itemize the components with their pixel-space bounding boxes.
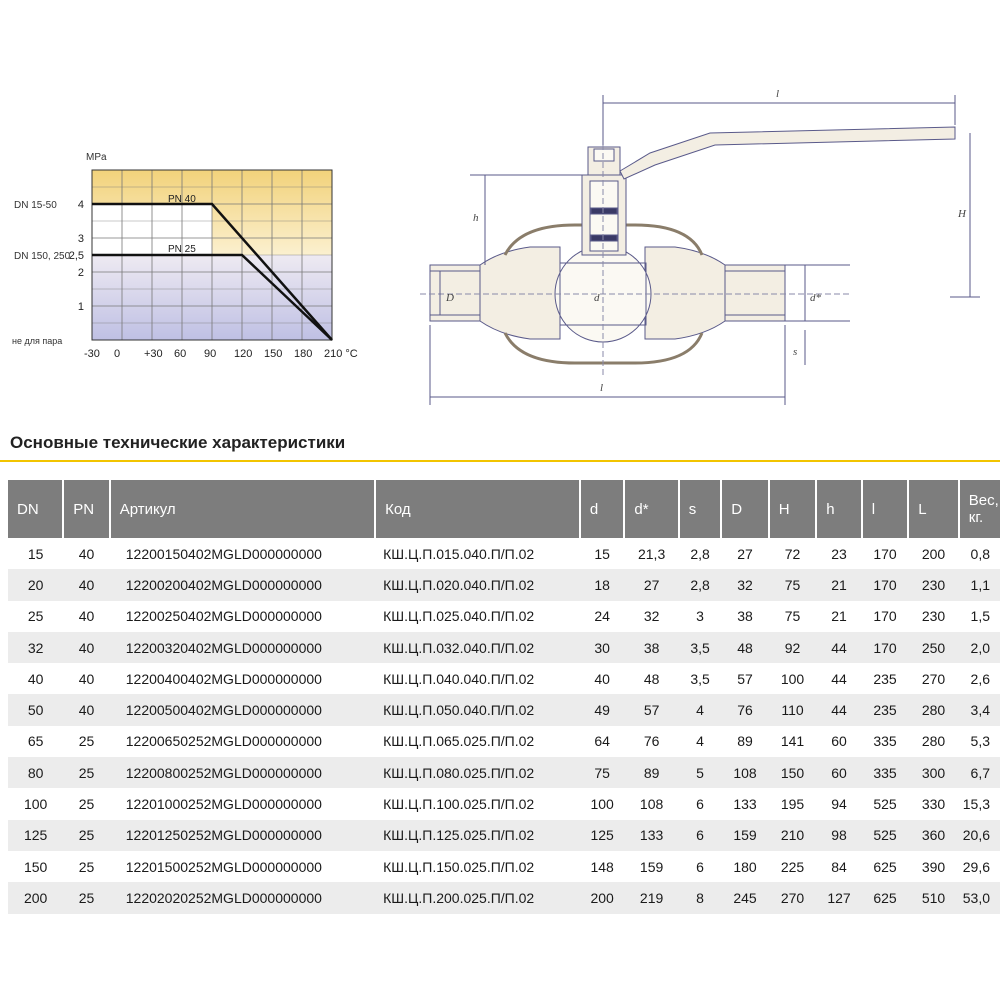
cell-L: 300 <box>908 757 958 788</box>
table-row <box>8 538 1000 569</box>
cell-s: 4 <box>696 733 704 750</box>
cell-code: КШ.Ц.П.150.025.П/П.02 <box>383 858 535 875</box>
dim-label-l-top: l <box>776 88 780 100</box>
label-dn-small: DN 15-50 <box>14 200 57 211</box>
x-tick-label: 210 °C <box>324 348 358 360</box>
section-title: Основные технические характеристики <box>10 433 346 452</box>
col-s: s <box>679 480 722 538</box>
cell-h: 60 <box>831 733 847 750</box>
cell-l: 525 <box>862 820 909 851</box>
cell-d-star: 159 <box>639 858 664 875</box>
x-tick-label: 120 <box>234 348 253 360</box>
col-d: d <box>580 480 625 538</box>
dim-label-d: d <box>594 292 600 304</box>
table-row <box>8 820 1000 851</box>
dim-label-H: H <box>958 208 966 220</box>
cell-d-star: 27 <box>624 569 678 600</box>
cell-article: 12200250402MGLD000000000 <box>125 608 322 625</box>
cell-weight: 29,6 <box>962 858 990 875</box>
cell-H: 75 <box>784 608 801 625</box>
y-tick-label: 3 <box>77 233 84 245</box>
cell-d: 30 <box>580 632 625 663</box>
cell-D: 180 <box>733 858 757 875</box>
cell-s: 5 <box>679 757 722 788</box>
cell-h: 44 <box>831 670 847 687</box>
cell-D: 57 <box>737 670 753 687</box>
table-row <box>8 663 1000 694</box>
cell-D: 27 <box>737 545 753 562</box>
cell-d-star: 21,3 <box>637 545 666 562</box>
cell-D: 89 <box>737 733 753 750</box>
cell-article: 12200800252MGLD000000000 <box>110 757 375 788</box>
cell-l: 170 <box>873 545 897 562</box>
cell-d-star: 32 <box>643 608 660 625</box>
cell-d-star: 133 <box>624 820 678 851</box>
cell-article: 12200150402MGLD000000000 <box>125 545 322 562</box>
cell-h: 44 <box>816 694 862 725</box>
cell-h: 127 <box>816 882 862 913</box>
y-tick-label: 2,5 <box>68 250 84 262</box>
cell-s: 2,8 <box>679 569 722 600</box>
col-article: Артикул <box>110 480 375 538</box>
cell-weight: 20,6 <box>959 820 1000 851</box>
cell-L: 230 <box>908 569 958 600</box>
cell-L: 280 <box>908 694 958 725</box>
cell-dn: 25 <box>27 608 44 625</box>
cell-H: 75 <box>769 569 816 600</box>
col-weight: Вес, кг. <box>959 480 1000 538</box>
table-row <box>8 569 1000 600</box>
cell-s: 6 <box>679 820 722 851</box>
col-L: L <box>908 480 958 538</box>
cell-L: 230 <box>921 608 946 625</box>
cell-code: КШ.Ц.П.125.025.П/П.02 <box>375 820 580 851</box>
cell-L: 280 <box>921 733 946 750</box>
cell-article: 12201500252MGLD000000000 <box>125 858 322 875</box>
dim-label-l-bottom: l <box>600 382 604 394</box>
cell-weight: 1,5 <box>970 608 990 625</box>
cell-H: 100 <box>780 670 805 687</box>
cell-d-star: 38 <box>624 632 678 663</box>
cell-article: 12201250252MGLD000000000 <box>110 820 375 851</box>
cell-pn: 40 <box>78 608 95 625</box>
cell-L: 250 <box>908 632 958 663</box>
cell-d-star: 57 <box>624 694 678 725</box>
cell-D: 108 <box>721 757 768 788</box>
cell-dn: 65 <box>27 733 44 750</box>
cell-code: КШ.Ц.П.020.040.П/П.02 <box>375 569 580 600</box>
y-tick-label: 2 <box>77 267 84 279</box>
cell-article: 12200400402MGLD000000000 <box>125 670 322 687</box>
table-header-row <box>8 480 1000 538</box>
cell-code: КШ.Ц.П.050.040.П/П.02 <box>375 694 580 725</box>
cell-pn: 25 <box>63 757 110 788</box>
cell-H: 225 <box>780 858 805 875</box>
spec-table <box>8 480 1000 914</box>
cell-pn: 25 <box>78 858 95 875</box>
cell-s: 6 <box>696 858 704 875</box>
cell-H: 270 <box>769 882 816 913</box>
cell-h: 23 <box>831 545 847 562</box>
cell-code: КШ.Ц.П.025.040.П/П.02 <box>383 608 535 625</box>
cell-D: 38 <box>737 608 753 625</box>
cell-h: 21 <box>831 608 847 625</box>
cell-article: 12201000252MGLD000000000 <box>125 796 322 813</box>
cell-pn: 25 <box>78 733 95 750</box>
col-l: l <box>862 480 909 538</box>
dim-label-h: h <box>473 212 479 224</box>
dim-label-d-star: d* <box>810 292 821 304</box>
cell-weight: 3,4 <box>959 694 1000 725</box>
cell-H: 92 <box>769 632 816 663</box>
col-h: h <box>816 480 862 538</box>
dim-label-s: s <box>793 346 798 358</box>
cell-s: 6 <box>696 796 704 813</box>
label-steam: не для пара <box>12 336 63 346</box>
cell-dn: 150 <box>23 858 48 875</box>
cell-article: 12200500402MGLD000000000 <box>110 694 375 725</box>
cell-weight: 2,0 <box>959 632 1000 663</box>
cell-D: 32 <box>721 569 768 600</box>
cell-article: 12200650252MGLD000000000 <box>125 733 322 750</box>
cell-s: 3,5 <box>679 632 722 663</box>
cell-l: 170 <box>862 569 909 600</box>
cell-h: 84 <box>831 858 847 875</box>
x-tick-label: +30 <box>144 348 163 360</box>
cell-l: 525 <box>873 796 897 813</box>
table-row <box>8 788 1000 819</box>
cell-pn: 40 <box>63 569 110 600</box>
cell-d: 100 <box>590 796 614 813</box>
cell-d-star: 108 <box>639 796 664 813</box>
cell-weight: 53,0 <box>959 882 1000 913</box>
x-tick-label: 180 <box>294 348 313 360</box>
cell-d: 18 <box>580 569 625 600</box>
col-code: Код <box>375 480 580 538</box>
table-row <box>8 726 1000 757</box>
col-pn: PN <box>63 480 110 538</box>
table-row <box>8 632 1000 663</box>
cell-L: 390 <box>921 858 946 875</box>
cell-pn: 25 <box>63 882 110 913</box>
pressure-temperature-chart <box>0 140 380 380</box>
cell-l: 170 <box>862 632 909 663</box>
x-tick-label: -30 <box>84 348 100 360</box>
cell-l: 335 <box>862 757 909 788</box>
cell-dn: 200 <box>8 882 63 913</box>
cell-D: 159 <box>721 820 768 851</box>
cell-pn: 40 <box>63 632 110 663</box>
cell-l: 625 <box>873 858 897 875</box>
cell-l: 625 <box>862 882 909 913</box>
cell-d: 125 <box>580 820 625 851</box>
cell-d-star: 48 <box>643 670 660 687</box>
table-row <box>8 757 1000 788</box>
cell-pn: 25 <box>63 820 110 851</box>
cell-s: 8 <box>679 882 722 913</box>
cell-dn: 20 <box>8 569 63 600</box>
cell-d: 200 <box>580 882 625 913</box>
cell-article: 12202020252MGLD000000000 <box>110 882 375 913</box>
col-H: H <box>769 480 816 538</box>
cell-dn: 40 <box>27 670 44 687</box>
cell-h: 98 <box>816 820 862 851</box>
cell-H: 110 <box>769 694 816 725</box>
cell-D: 48 <box>721 632 768 663</box>
cell-D: 245 <box>721 882 768 913</box>
label-dn-large: DN 150, 250 <box>14 251 71 262</box>
cell-H: 72 <box>784 545 801 562</box>
y-axis-unit: MPa <box>86 152 107 163</box>
cell-article: 12200320402MGLD000000000 <box>110 632 375 663</box>
cell-d: 49 <box>580 694 625 725</box>
cell-pn: 40 <box>78 545 95 562</box>
cell-D: 133 <box>733 796 757 813</box>
cell-d-star: 76 <box>643 733 660 750</box>
cell-l: 235 <box>862 694 909 725</box>
cell-code: КШ.Ц.П.200.025.П/П.02 <box>375 882 580 913</box>
cell-L: 270 <box>921 670 946 687</box>
x-tick-label: 60 <box>174 348 187 360</box>
x-tick-label: 90 <box>204 348 217 360</box>
pn40-label: PN 40 <box>168 194 196 205</box>
cell-l: 170 <box>873 608 897 625</box>
col-D: D <box>721 480 768 538</box>
x-tick-label: 150 <box>264 348 283 360</box>
cell-s: 2,8 <box>690 545 710 562</box>
cell-code: КШ.Ц.П.080.025.П/П.02 <box>375 757 580 788</box>
cell-d-star: 219 <box>624 882 678 913</box>
cell-d: 15 <box>594 545 610 562</box>
cell-code: КШ.Ц.П.040.040.П/П.02 <box>383 670 535 687</box>
cell-h: 21 <box>816 569 862 600</box>
cell-d: 24 <box>594 608 610 625</box>
col-d-star: d* <box>624 480 678 538</box>
col-dn: DN <box>8 480 63 538</box>
cell-L: 200 <box>921 545 946 562</box>
cell-code: КШ.Ц.П.100.025.П/П.02 <box>383 796 535 813</box>
cell-article: 12200200402MGLD000000000 <box>110 569 375 600</box>
cell-dn: 15 <box>27 545 44 562</box>
cell-s: 4 <box>679 694 722 725</box>
cell-dn: 80 <box>8 757 63 788</box>
cell-H: 150 <box>769 757 816 788</box>
cell-weight: 15,3 <box>962 796 990 813</box>
cell-d-star: 89 <box>624 757 678 788</box>
cell-h: 94 <box>831 796 847 813</box>
cell-code: КШ.Ц.П.065.025.П/П.02 <box>383 733 535 750</box>
section-divider <box>0 460 1000 462</box>
cell-weight: 0,8 <box>970 545 990 562</box>
cell-dn: 100 <box>23 796 48 813</box>
dim-label-D: D <box>446 292 454 304</box>
cell-dn: 32 <box>8 632 63 663</box>
pn25-label: PN 25 <box>168 244 196 255</box>
cell-l: 235 <box>873 670 897 687</box>
cell-d: 148 <box>590 858 614 875</box>
y-tick-label: 4 <box>77 199 84 211</box>
cell-L: 330 <box>921 796 946 813</box>
cell-d: 64 <box>594 733 610 750</box>
cell-l: 335 <box>873 733 897 750</box>
cell-pn: 40 <box>78 670 95 687</box>
cell-d: 40 <box>594 670 610 687</box>
cell-weight: 6,7 <box>959 757 1000 788</box>
cell-H: 210 <box>769 820 816 851</box>
cell-H: 195 <box>780 796 805 813</box>
cell-weight: 5,3 <box>970 733 990 750</box>
ball-valve-drawing <box>410 75 1000 420</box>
cell-weight: 1,1 <box>959 569 1000 600</box>
cell-s: 3 <box>696 608 704 625</box>
cell-weight: 2,6 <box>970 670 990 687</box>
cell-d: 75 <box>580 757 625 788</box>
cell-H: 141 <box>780 733 805 750</box>
cell-L: 510 <box>908 882 958 913</box>
table-row <box>8 694 1000 725</box>
cell-h: 60 <box>816 757 862 788</box>
cell-dn: 125 <box>8 820 63 851</box>
table-row <box>8 851 1000 882</box>
y-tick-label: 1 <box>77 301 84 313</box>
cell-pn: 40 <box>63 694 110 725</box>
x-tick-label: 0 <box>114 348 121 360</box>
table-row <box>8 882 1000 913</box>
table-row <box>8 601 1000 632</box>
cell-L: 360 <box>908 820 958 851</box>
cell-D: 76 <box>721 694 768 725</box>
cell-pn: 25 <box>78 796 95 813</box>
cell-code: КШ.Ц.П.032.040.П/П.02 <box>375 632 580 663</box>
cell-code: КШ.Ц.П.015.040.П/П.02 <box>383 545 535 562</box>
cell-s: 3,5 <box>690 670 710 687</box>
cell-dn: 50 <box>8 694 63 725</box>
cell-h: 44 <box>816 632 862 663</box>
